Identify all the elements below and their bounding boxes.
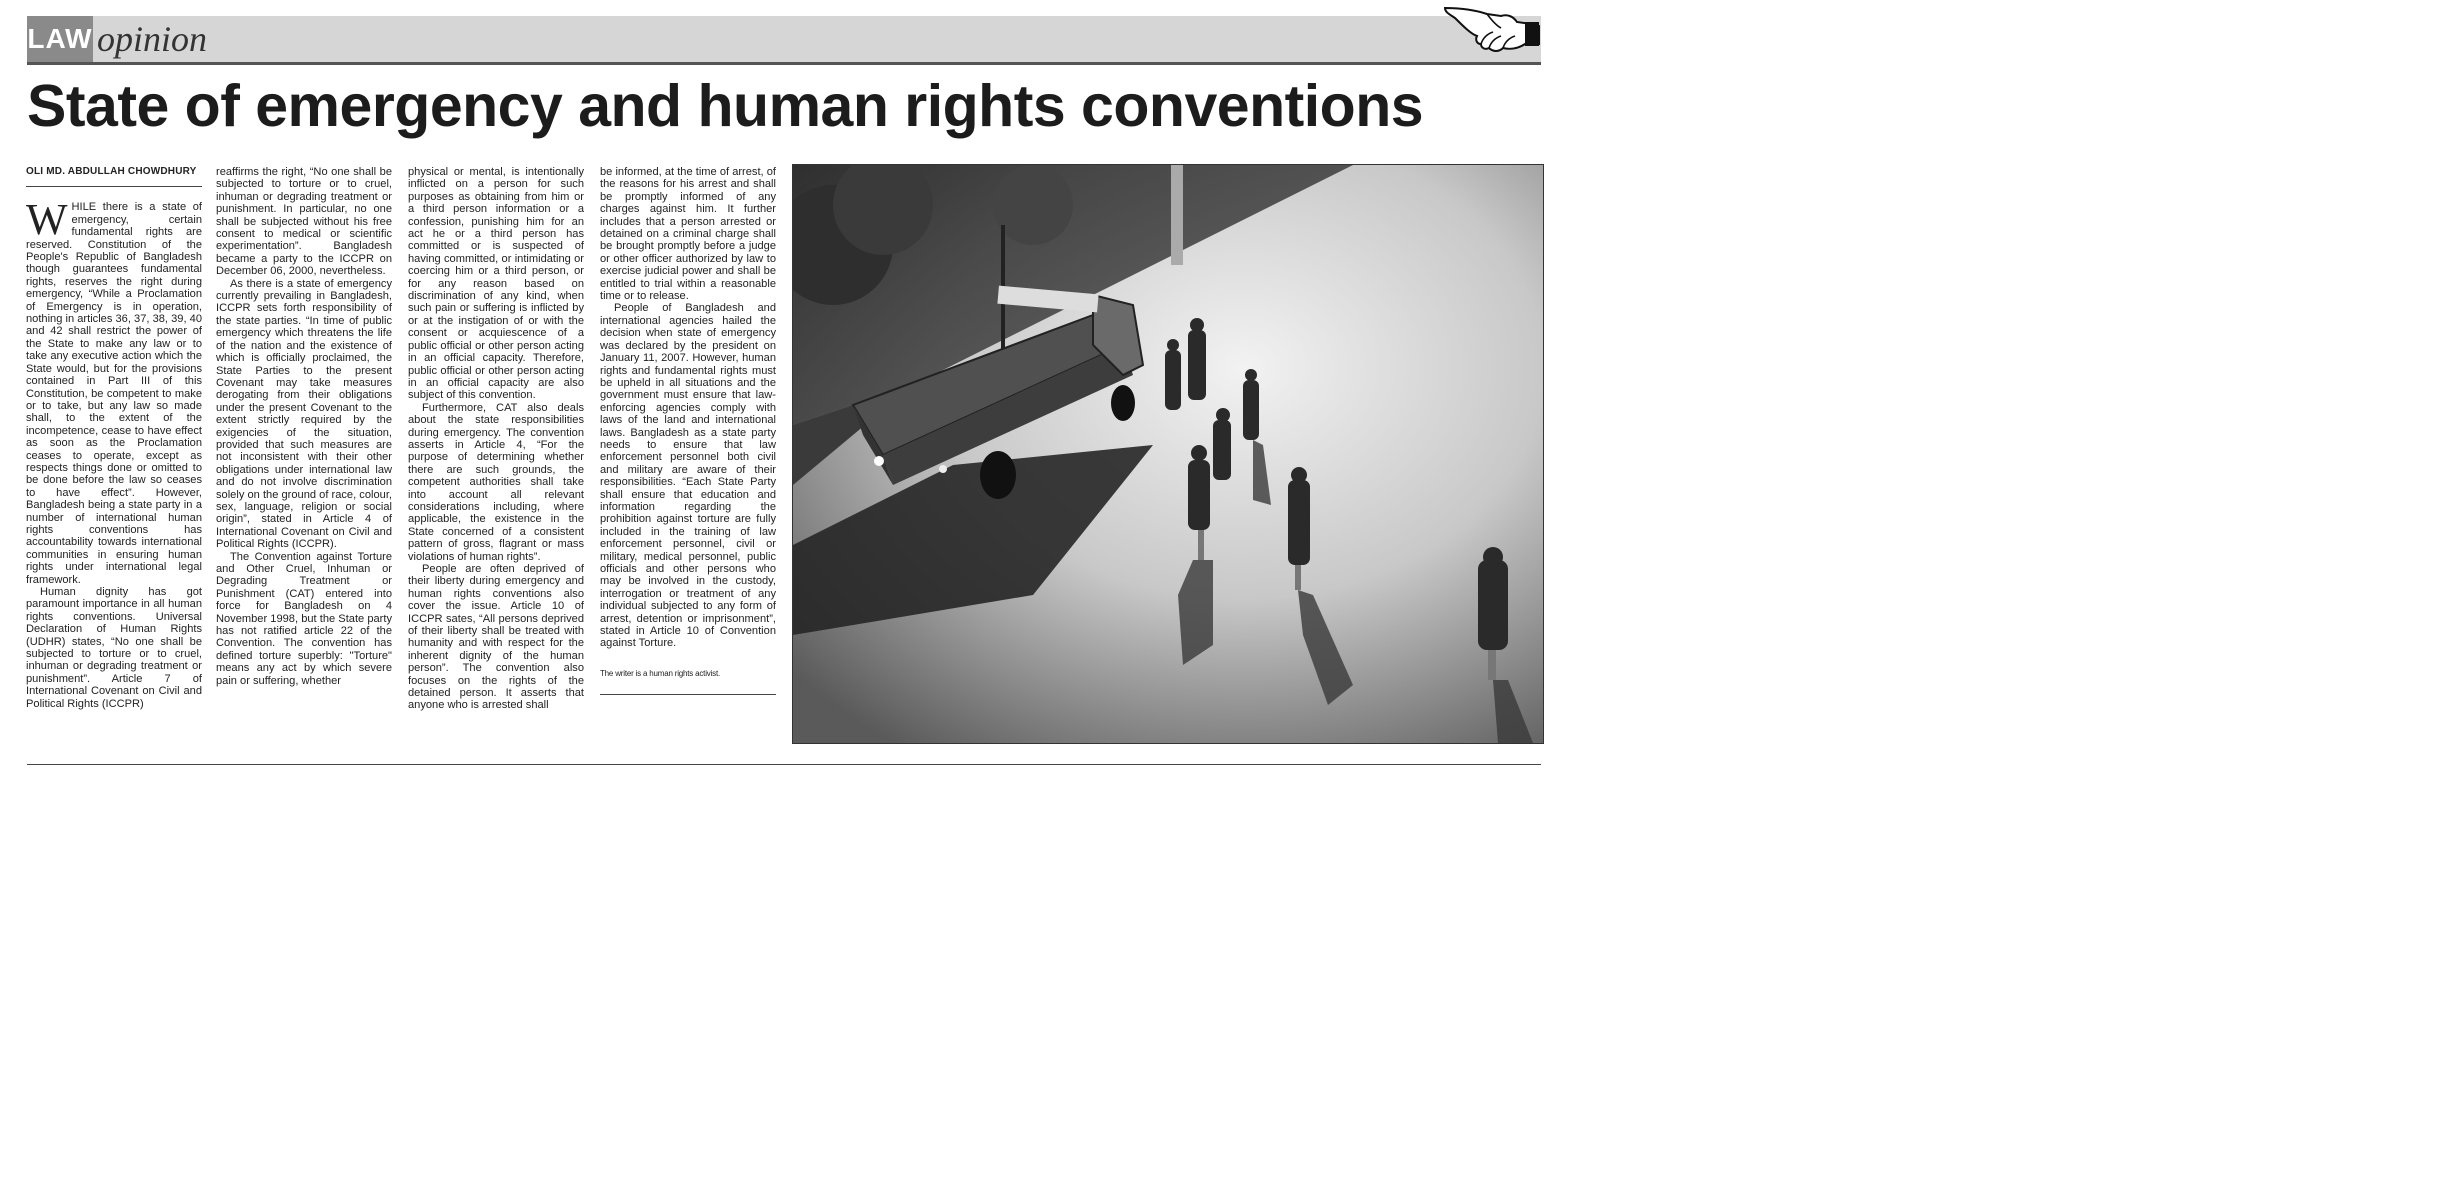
article-column-2 [216,166,392,687]
article-paragraph: be informed, at the time of arrest, of the reasons for his arrest and shall be promptly informed of any charges against him. It further includes that a person arrested or detained on a criminal charge shall be brought promptly before a judge or other officer authorized by law to exercise judicial power and shall be entitled to trial within a reasonable time or to release. [600,166,776,303]
article-paragraph: People of Bangladesh and international agencies hailed the decision when state of emergency was declared by the president on January 11, 2007. However, human rights and fundamental rights must be upheld in all situations and the government must ensure that law-enforcing agencies comply with laws of the land and international laws. Bangladesh as a state party needs to ensure that law enforcement personnel both civil and military are aware of their responsibilities. “Each State Party shall ensure that education and information regarding the prohibition against torture are fully included in the training of law enforcement personnel, civil or military, medical personnel, public officials and other persons who may be involved in the custody, interrogation or treatment of any individual subjected to any form of arrest, detention or imprisonment”, stated in Article 10 of Convention against Torture. [600,302,776,650]
article-paragraph: reaffirms the right, “No one shall be subjected to torture or to cruel, inhuman or degrading treatment or punishment. In particular, no one shall be subjected without his free consent to medical or scientific experimentation”. Bangladesh became a party to the ICCPR on December 06, 2000, nevertheless. [216,166,392,278]
news-photo [792,164,1544,744]
pointing-hand-icon [1441,0,1541,64]
night-street-truck-soldiers-photo [793,165,1543,743]
article-paragraph: WHILE there is a state of emergency, certain fundamental rights are reserved. Constitution of the People's Republic of Bangladesh though guarantees fundamental rights, reserves the right during emergency, “While a Proclamation of Emergency is in operation, nothing in articles 36, 37, 38, 39, 40 and 42 shall restrict the power of the State to make any law or to take any executive action which the State would, but for the provisions contained in Part III of this Constitution, be competent to make or to take, but any law so made shall, to the extent of the incompetence, cease to have effect as soon as the Proclamation ceases to operate, except as respects things done or omitted to be done before the law so ceases to have effect”. However, Bangladesh being a state party in a number of international human rights conventions has accountability towards international communities in ensuring human rights under international legal framework. [26,195,202,586]
headline: State of emergency and human rights conventions [27,73,1424,139]
section-banner [27,16,1541,65]
article-paragraph: The Convention against Torture and Other Cruel, Inhuman or Degrading Treatment or Punishment (CAT) entered into force for Bangladesh on 4 November 1998, but the State party has not ratified article 22 of the Convention. The convention has defined torture superbly: "Torture" means any act by which severe pain or suffering, whether [216,550,392,687]
article-paragraph: physical or mental, is intentionally inflicted on a person for such purposes as obtaining from him or a third person information or a confession, punishing him for an act he or a third person has committed or is suspected of having committed, or intimidating or coercing him or a third person, or for any reason based on discrimination of any kind, when such pain or suffering is inflicted by or at the instigation of or with the consent or acquiescence of a public official or other person acting in an official capacity. Therefore, public official or other person acting in an official capacity are also subject of this convention. [408,166,584,402]
bottom-rule [27,764,1541,765]
section-label-opinion: opinion [97,19,208,59]
article-paragraph: Furthermore, CAT also deals about the state responsibilities during emergency. The convention asserts in Article 4, “For the purpose of determining whether there are such grounds, the competent authorities shall take into account all relevant considerations including, where applicable, the existence in the State concerned of a consistent pattern of gross, flagrant or mass violations of human rights”. [408,401,584,563]
section-label-law: LAW [27,16,93,62]
byline: OLI MD. ABDULLAH CHOWDHURY [26,166,202,187]
article-paragraph: Human dignity has got paramount importance in all human rights conventions. Universal Declaration of Human Rights (UDHR) states, “No one shall be subjected to torture or to cruel, inhuman or degrading treatment or punishment”. Article 7 of International Covenant on Civil and Political Rights (ICCPR) [26,586,202,710]
article-paragraph: As there is a state of emergency currently prevailing in Bangladesh, ICCPR sets forth responsibility of the state parties. “In time of public emergency which threatens the life of the nation and the existence of which is officially proclaimed, the State Parties to the present Covenant may take measures derogating from their obligations under the present Covenant to the extent strictly required by the exigencies of the situation, provided that such measures are not inconsistent with their other obligations under international law and do not involve discrimination solely on the ground of race, colour, sex, language, religion or social origin”, stated in Article 4 of International Covenant on Civil and Political Rights (ICCPR). [216,277,392,551]
article-column-1 [26,166,202,710]
article-column-3 [408,166,584,712]
author-note: The writer is a human rights activist. [600,668,776,695]
article-column-4 [600,166,776,695]
article-paragraph: People are often deprived of their liberty during emergency and human rights conventions also cover the issue. Article 10 of ICCPR sates, “All persons deprived of their liberty shall be treated with humanity and with respect for the inherent dignity of the human person”. The convention also focuses on the rights of the detained person. It asserts that anyone who is arrested shall [408,563,584,712]
drop-cap: W [26,195,68,245]
